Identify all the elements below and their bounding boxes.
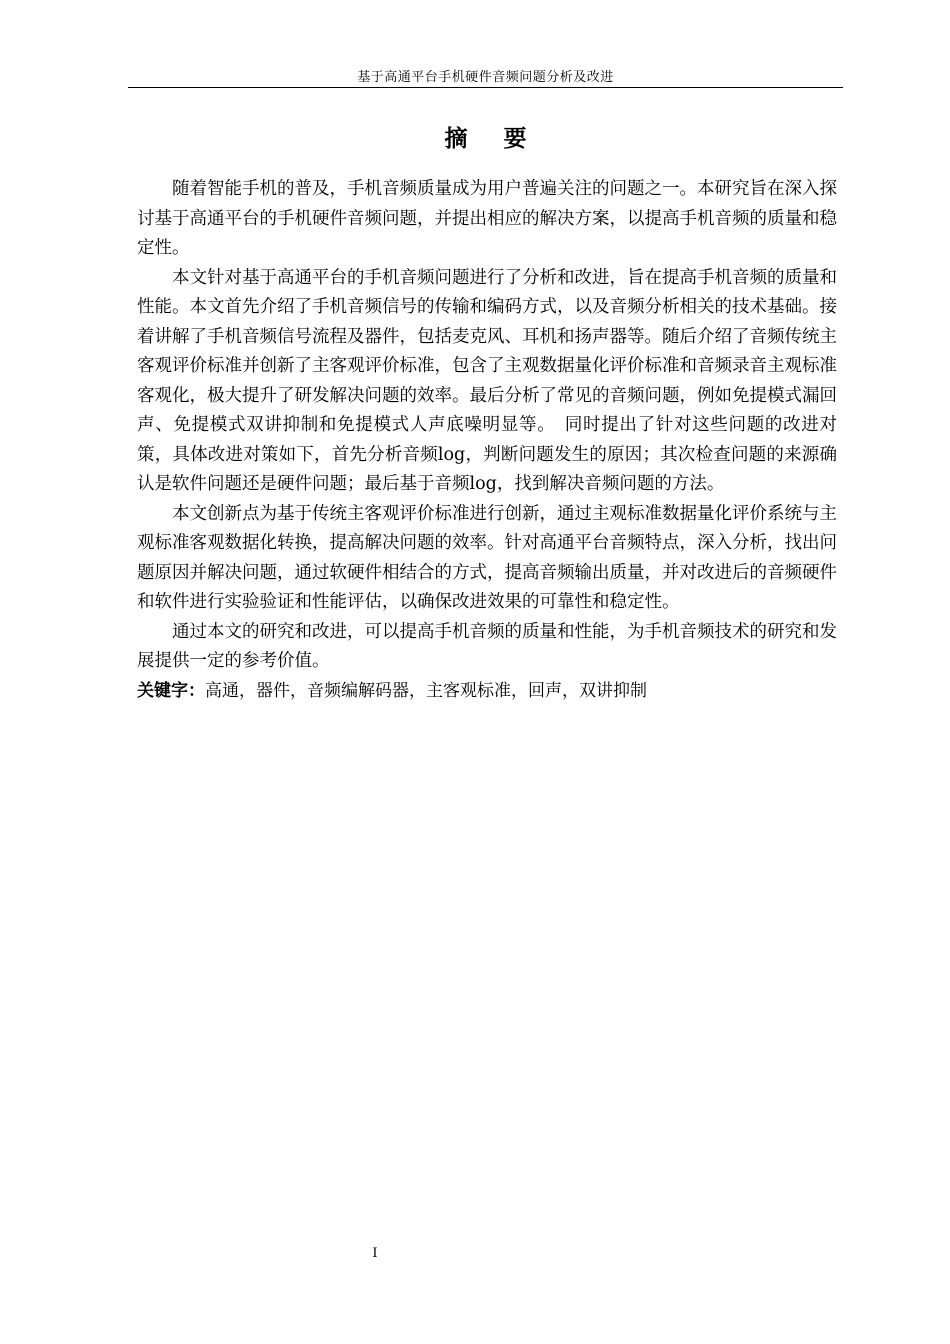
running-header: 基于高通平台手机硬件音频问题分析及改进 [357,70,614,85]
abstract-paragraph: 本文针对基于高通平台的手机音频问题进行了分析和改进，旨在提高手机音频的质量和性能。本文首先介绍了手机音频信号的传输和编码方式，以及音频分析相关的技术基础。接着讲解了手机音频信号流程及器件，包括麦克风、耳机和扬声器等。随后介绍了音频传统主客观评价标准并创新了主客观评价标准，包含了主观数据量化评价标准和音频录音主观标准客观化，极大提升了研发解决问题的效率。最后分析了常见的音频问题，例如免提模式漏回声、免提模式双讲抑制和免提模式人声底噪明显等。 同时提出了针对这些问题的改进对策，具体改进对策如下，首先分析音频log，判断问题发生的原因；其次检查问题的来源确认是软件问题还是硬件问题；最后基于音频log，找到解决音频问题的方法。 [137,267,837,494]
keywords-line [137,677,837,707]
keywords-value: 高通，器件，音频编解码器，主客观标准，回声，双讲抑制 [205,680,647,701]
abstract-paragraph: 通过本文的研究和改进，可以提高手机音频的质量和性能，为手机音频技术的研究和发展提供一定的参考价值。 [137,621,837,671]
abstract-title: 摘 要 [444,126,541,152]
abstract-body [137,175,837,706]
page-number: I [372,1246,378,1261]
abstract-paragraph: 本文创新点为基于传统主客观评价标准进行创新，通过主观标准数据量化评价系统与主观标准客观数据化转换，提高解决问题的效率。针对高通平台音频特点，深入分析，找出问题原因并解决问题，通过软硬件相结合的方式，提高音频输出质量，并对改进后的音频硬件和软件进行实验验证和性能评估，以确保改进效果的可靠性和稳定性。 [137,503,837,612]
header-rule [128,87,843,88]
abstract-paragraph: 随着智能手机的普及，手机音频质量成为用户普遍关注的问题之一。本研究旨在深入探讨基于高通平台的手机硬件音频问题，并提出相应的解决方案，以提高手机音频的质量和稳定性。 [137,179,837,258]
keywords-label: 关键字： [137,680,205,701]
